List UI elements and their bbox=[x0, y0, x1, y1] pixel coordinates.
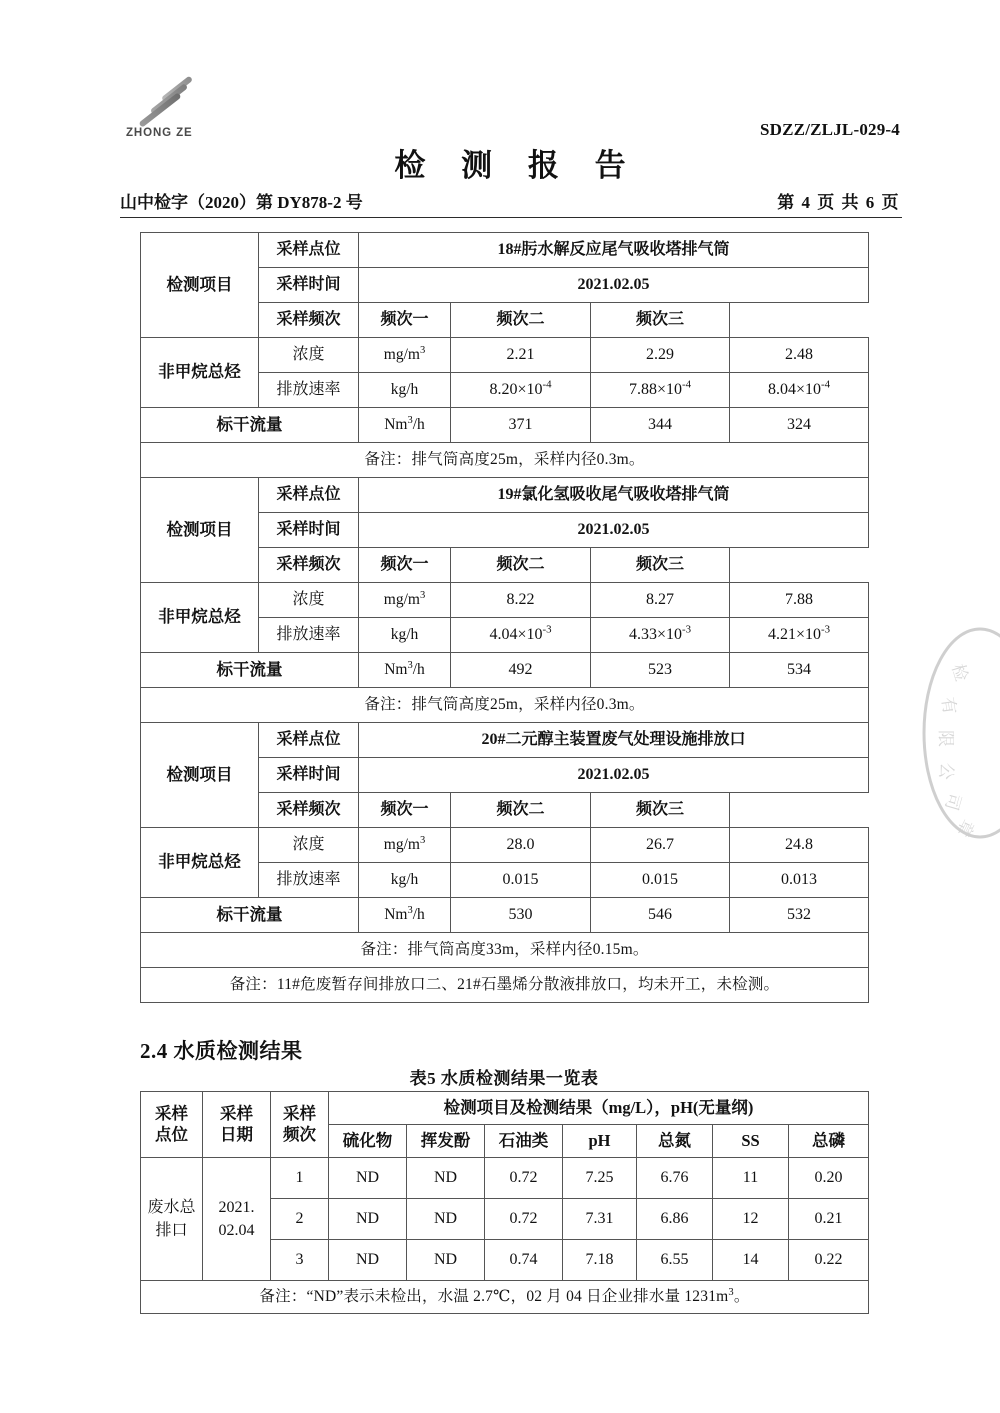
cell-water-note: 备注：“ND”表示未检出，水温 2.7℃，02 月 04 日企业排水量 $1231m^3$。 bbox=[141, 1281, 869, 1314]
cell-nitrogen-r2: 6.55 bbox=[637, 1240, 713, 1281]
cell-freq-2: 频次二 bbox=[451, 793, 591, 828]
cell-rate-1-3: $4.21\times 10^{-3}$ bbox=[730, 618, 869, 653]
water-table-body bbox=[141, 1092, 869, 1314]
cell-column-sulfide: 硫化物 bbox=[329, 1125, 407, 1158]
cell-header-point: 采样 点位 bbox=[141, 1092, 203, 1158]
page-title: 检 测 报 告 bbox=[394, 148, 640, 183]
cell-rate-2-3: 0.013 bbox=[730, 863, 869, 898]
cell-sulfide-r2: ND bbox=[329, 1240, 407, 1281]
cell-flow-2-3: 532 bbox=[730, 898, 869, 933]
cell-rate-0-1: $8.20\times 10^{-4}$ bbox=[451, 373, 591, 408]
cell-flow-1-3: 534 bbox=[730, 653, 869, 688]
cell-header-group: 检测项目及检测结果（mg/L），pH(无量纲) bbox=[329, 1092, 869, 1125]
cell-analyte-0: 非甲烷总烃 bbox=[141, 338, 259, 408]
cell-label-freq: 采样频次 bbox=[259, 548, 359, 583]
table-row bbox=[141, 233, 869, 268]
cell-label-concentration: 浓度 bbox=[259, 828, 359, 863]
cell-ss-r0: 11 bbox=[713, 1158, 789, 1199]
cell-flow-0-1: 371 bbox=[451, 408, 591, 443]
cell-rate-0-2: $7.88\times 10^{-4}$ bbox=[591, 373, 730, 408]
cell-petroleum-r0: 0.72 bbox=[485, 1158, 563, 1199]
svg-text:检: 检 bbox=[948, 661, 972, 684]
cell-label-flow-1: 标干流量 bbox=[141, 653, 359, 688]
cell-label-point: 采样点位 bbox=[259, 723, 359, 758]
cell-rate-2-2: 0.015 bbox=[591, 863, 730, 898]
cell-nitrogen-r1: 6.86 bbox=[637, 1199, 713, 1240]
table-row bbox=[141, 338, 869, 373]
cell-conc-0-1: 2.21 bbox=[451, 338, 591, 373]
cell-column-volatile-phenol: 挥发酚 bbox=[407, 1125, 485, 1158]
cell-column-ph: pH bbox=[563, 1125, 637, 1158]
cell-sulfide-r1: ND bbox=[329, 1199, 407, 1240]
page-header bbox=[120, 78, 900, 212]
cell-phosphorus-r2: 0.22 bbox=[789, 1240, 869, 1281]
cell-rate-2-1: 0.015 bbox=[451, 863, 591, 898]
cell-label-rate: 排放速率 bbox=[259, 618, 359, 653]
svg-text:章: 章 bbox=[952, 816, 978, 840]
cell-freq-1: 频次一 bbox=[359, 793, 451, 828]
cell-conc-0-3: 2.48 bbox=[730, 338, 869, 373]
cell-phosphorus-r0: 0.20 bbox=[789, 1158, 869, 1199]
cell-header-date: 采样 日期 bbox=[203, 1092, 271, 1158]
table-row bbox=[141, 478, 869, 513]
cell-label-flow-0: 标干流量 bbox=[141, 408, 359, 443]
table-row bbox=[141, 968, 869, 1003]
cell-unit-concentration: $mg/m^3$ bbox=[359, 828, 451, 863]
cell-ph-r0: 7.25 bbox=[563, 1158, 637, 1199]
cell-label-time: 采样时间 bbox=[259, 758, 359, 793]
cell-label-freq: 采样频次 bbox=[259, 793, 359, 828]
cell-note-1: 备注：排气筒高度25m，采样内径0.3m。 bbox=[141, 688, 869, 723]
svg-text:有: 有 bbox=[938, 695, 960, 716]
table-row bbox=[141, 408, 869, 443]
cell-detection-item: 检测项目 bbox=[141, 723, 259, 828]
cell-sample-date: 2021. 02.04 bbox=[203, 1158, 271, 1281]
cell-unit-rate: kg/h bbox=[359, 863, 451, 898]
cell-note-2: 备注：排气筒高度33m，采样内径0.15m。 bbox=[141, 933, 869, 968]
cell-column-total-nitrogen: 总氮 bbox=[637, 1125, 713, 1158]
cell-conc-2-3: 24.8 bbox=[730, 828, 869, 863]
cell-freq-3: 频次三 bbox=[591, 793, 730, 828]
cell-ph-r1: 7.31 bbox=[563, 1199, 637, 1240]
cell-analyte-1: 非甲烷总烃 bbox=[141, 583, 259, 653]
table-row bbox=[141, 933, 869, 968]
cell-flow-0-3: 324 bbox=[730, 408, 869, 443]
cell-sampling-time-0: 2021.02.05 bbox=[359, 268, 869, 303]
cell-unit-flow-2: Nm$^3$/h bbox=[359, 898, 451, 933]
report-number: 山中检字（2020）第 DY878-2 号 bbox=[120, 193, 363, 212]
cell-flow-0-2: 344 bbox=[591, 408, 730, 443]
header-divider bbox=[120, 217, 902, 218]
cell-sampling-point-0: 18#肟水解反应尾气吸收塔排气筒 bbox=[359, 233, 869, 268]
cell-label-freq: 采样频次 bbox=[259, 303, 359, 338]
table-row bbox=[141, 583, 869, 618]
cell-petroleum-r2: 0.74 bbox=[485, 1240, 563, 1281]
logo-wordmark: ZHONG ZE bbox=[126, 127, 193, 139]
cell-ss-r2: 14 bbox=[713, 1240, 789, 1281]
cell-sampling-time-2: 2021.02.05 bbox=[359, 758, 869, 793]
cell-unit-concentration: $mg/m^3$ bbox=[359, 583, 451, 618]
cell-label-concentration: 浓度 bbox=[259, 583, 359, 618]
cell-phenol-r0: ND bbox=[407, 1158, 485, 1199]
cell-column-ss: SS bbox=[713, 1125, 789, 1158]
table-row bbox=[141, 723, 869, 758]
cell-rate-1-2: $4.33\times 10^{-3}$ bbox=[591, 618, 730, 653]
cell-phenol-r1: ND bbox=[407, 1199, 485, 1240]
cell-conc-1-3: 7.88 bbox=[730, 583, 869, 618]
cell-unit-rate: kg/h bbox=[359, 618, 451, 653]
table-row bbox=[141, 1281, 869, 1314]
cell-unit-rate: kg/h bbox=[359, 373, 451, 408]
cell-phenol-r2: ND bbox=[407, 1240, 485, 1281]
cell-phosphorus-r1: 0.21 bbox=[789, 1199, 869, 1240]
company-seal-stamp bbox=[920, 622, 1000, 844]
air-table-body bbox=[141, 233, 869, 1003]
cell-sampling-point-2: 20#二元醇主装置废气处理设施排放口 bbox=[359, 723, 869, 758]
water-quality-table bbox=[140, 1091, 869, 1314]
document-code: SDZZ/ZLJL-029-4 bbox=[760, 120, 900, 139]
cell-unit-flow-1: Nm$^3$/h bbox=[359, 653, 451, 688]
cell-label-point: 采样点位 bbox=[259, 478, 359, 513]
cell-freq-1: 频次一 bbox=[359, 548, 451, 583]
table-row bbox=[141, 1092, 869, 1125]
cell-petroleum-r1: 0.72 bbox=[485, 1199, 563, 1240]
cell-label-concentration: 浓度 bbox=[259, 338, 359, 373]
section-heading-water: 2.4 水质检测结果 bbox=[140, 1039, 303, 1063]
cell-note-0: 备注：排气筒高度25m，采样内径0.3m。 bbox=[141, 443, 869, 478]
cell-label-point: 采样点位 bbox=[259, 233, 359, 268]
cell-conc-1-1: 8.22 bbox=[451, 583, 591, 618]
cell-flow-2-1: 530 bbox=[451, 898, 591, 933]
cell-header-freq: 采样 频次 bbox=[271, 1092, 329, 1158]
table-row bbox=[141, 898, 869, 933]
cell-label-rate: 排放速率 bbox=[259, 373, 359, 408]
cell-label-time: 采样时间 bbox=[259, 513, 359, 548]
cell-label-time: 采样时间 bbox=[259, 268, 359, 303]
cell-freq-2: 频次二 bbox=[451, 303, 591, 338]
cell-conc-2-2: 26.7 bbox=[591, 828, 730, 863]
cell-column-petroleum: 石油类 bbox=[485, 1125, 563, 1158]
cell-detection-item: 检测项目 bbox=[141, 233, 259, 338]
cell-freq-r1: 2 bbox=[271, 1199, 329, 1240]
cell-sampling-time-1: 2021.02.05 bbox=[359, 513, 869, 548]
cell-label-rate: 排放速率 bbox=[259, 863, 359, 898]
cell-freq-1: 频次一 bbox=[359, 303, 451, 338]
cell-column-total-phosphorus: 总磷 bbox=[789, 1125, 869, 1158]
cell-sampling-point-1: 19#氯化氢吸收尾气吸收塔排气筒 bbox=[359, 478, 869, 513]
table-caption-water: 表5 水质检测结果一览表 bbox=[409, 1069, 599, 1088]
cell-flow-1-1: 492 bbox=[451, 653, 591, 688]
company-logo bbox=[125, 83, 221, 145]
table-row bbox=[141, 653, 869, 688]
cell-label-flow-2: 标干流量 bbox=[141, 898, 359, 933]
cell-freq-r0: 1 bbox=[271, 1158, 329, 1199]
cell-sample-point: 废水总排口 bbox=[141, 1158, 203, 1281]
cell-conc-0-2: 2.29 bbox=[591, 338, 730, 373]
svg-text:公: 公 bbox=[935, 761, 957, 781]
table-row bbox=[141, 688, 869, 723]
cell-unit-concentration: $mg/m^3$ bbox=[359, 338, 451, 373]
air-emission-table bbox=[140, 232, 869, 1003]
cell-ss-r1: 12 bbox=[713, 1199, 789, 1240]
cell-freq-2: 频次二 bbox=[451, 548, 591, 583]
cell-flow-1-2: 523 bbox=[591, 653, 730, 688]
cell-conc-1-2: 8.27 bbox=[591, 583, 730, 618]
cell-detection-item: 检测项目 bbox=[141, 478, 259, 583]
svg-text:司: 司 bbox=[941, 790, 965, 813]
cell-unit-flow-0: Nm$^3$/h bbox=[359, 408, 451, 443]
table-row bbox=[141, 443, 869, 478]
svg-text:限: 限 bbox=[936, 730, 955, 747]
cell-ph-r2: 7.18 bbox=[563, 1240, 637, 1281]
logo-stripes-icon bbox=[125, 83, 205, 123]
header-subline bbox=[120, 188, 900, 213]
table-row bbox=[141, 828, 869, 863]
page-number: 第 4 页 共 6 页 bbox=[777, 193, 900, 212]
cell-flow-2-2: 546 bbox=[591, 898, 730, 933]
cell-freq-3: 频次三 bbox=[591, 548, 730, 583]
cell-conc-2-1: 28.0 bbox=[451, 828, 591, 863]
cell-freq-3: 频次三 bbox=[591, 303, 730, 338]
cell-sulfide-r0: ND bbox=[329, 1158, 407, 1199]
cell-rate-1-1: $4.04\times 10^{-3}$ bbox=[451, 618, 591, 653]
cell-final-note: 备注：11#危废暂存间排放口二、21#石墨烯分散液排放口，均未开工，未检测。 bbox=[141, 968, 869, 1003]
cell-analyte-2: 非甲烷总烃 bbox=[141, 828, 259, 898]
cell-nitrogen-r0: 6.76 bbox=[637, 1158, 713, 1199]
cell-freq-r2: 3 bbox=[271, 1240, 329, 1281]
cell-rate-0-3: $8.04\times 10^{-4}$ bbox=[730, 373, 869, 408]
table-row bbox=[141, 1158, 869, 1199]
